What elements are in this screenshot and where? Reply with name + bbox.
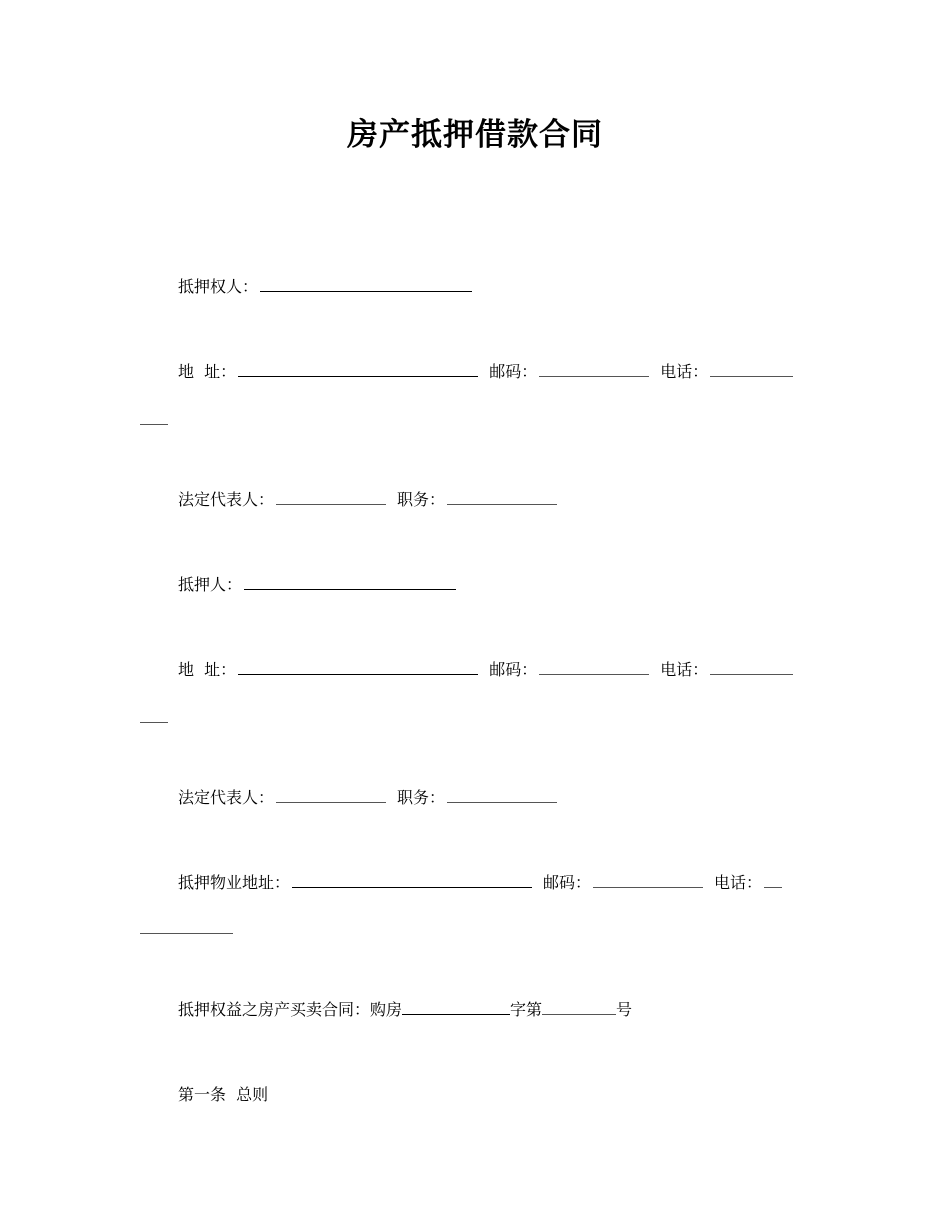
- property-address-label: 抵押物业地址：: [178, 873, 291, 892]
- mortgagor-position-label: 职务：: [397, 788, 446, 807]
- mortgagee-position-label: 职务：: [397, 490, 446, 509]
- mortgagee-phone-field-continued[interactable]: [140, 423, 168, 425]
- mortgagor-legal-rep-label: 法定代表人：: [178, 788, 275, 807]
- mortgagee-legal-rep-field[interactable]: [276, 488, 386, 505]
- property-address-field[interactable]: [292, 871, 532, 888]
- mortgagor-line: [178, 572, 458, 598]
- property-postcode-label: 邮码：: [543, 873, 592, 892]
- mortgagor-phone-field-continued[interactable]: [140, 721, 168, 723]
- mortgagor-name-field[interactable]: [244, 573, 456, 590]
- mortgagor-address-label: 地 址：: [178, 660, 237, 679]
- mortgagee-address-label: 地 址：: [178, 362, 237, 381]
- mortgagor-postcode-label: 邮码：: [489, 660, 538, 679]
- mortgagee-legal-rep-label: 法定代表人：: [178, 490, 275, 509]
- mortgagor-phone-field[interactable]: [710, 658, 793, 675]
- mortgagee-phone-field[interactable]: [710, 360, 793, 377]
- contract-ref-suffix: 号: [616, 1000, 633, 1019]
- mortgagee-name-field[interactable]: [260, 275, 472, 292]
- property-phone-label: 电话：: [714, 873, 763, 892]
- mortgagee-legal-rep-line: [178, 487, 559, 513]
- article-1-heading-text: 第一条 总则: [178, 1085, 269, 1104]
- article-1-heading: [178, 1082, 268, 1108]
- mortgagor-label: 抵押人：: [178, 575, 243, 594]
- property-phone-field-continued[interactable]: [140, 932, 233, 934]
- mortgagee-postcode-label: 邮码：: [489, 362, 538, 381]
- mortgagee-position-field[interactable]: [447, 488, 557, 505]
- mortgagee-address-line: [178, 359, 795, 385]
- property-phone-field[interactable]: [764, 871, 782, 888]
- mortgagor-position-field[interactable]: [447, 786, 557, 803]
- contract-ref-prefix: 抵押权益之房产买卖合同：购房: [178, 1000, 403, 1019]
- contract-ref-code-field[interactable]: [402, 998, 510, 1015]
- mortgagee-address-field[interactable]: [238, 360, 478, 377]
- mortgagor-address-line: [178, 657, 795, 683]
- mortgagor-postcode-field[interactable]: [539, 658, 649, 675]
- mortgagee-label: 抵押权人：: [178, 277, 259, 296]
- mortgagor-phone-label: 电话：: [660, 660, 709, 679]
- mortgagor-legal-rep-line: [178, 785, 559, 811]
- mortgagee-line: [178, 274, 474, 300]
- contract-ref-middle: 字第: [510, 1000, 543, 1019]
- contract-ref-line: [178, 997, 632, 1023]
- document-title: 房产抵押借款合同: [347, 117, 603, 153]
- mortgagee-phone-label: 电话：: [660, 362, 709, 381]
- mortgagee-postcode-field[interactable]: [539, 360, 649, 377]
- property-address-line: [178, 870, 784, 896]
- contract-ref-number-field[interactable]: [542, 998, 616, 1015]
- mortgagor-legal-rep-field[interactable]: [276, 786, 386, 803]
- mortgagor-address-field[interactable]: [238, 658, 478, 675]
- property-postcode-field[interactable]: [593, 871, 703, 888]
